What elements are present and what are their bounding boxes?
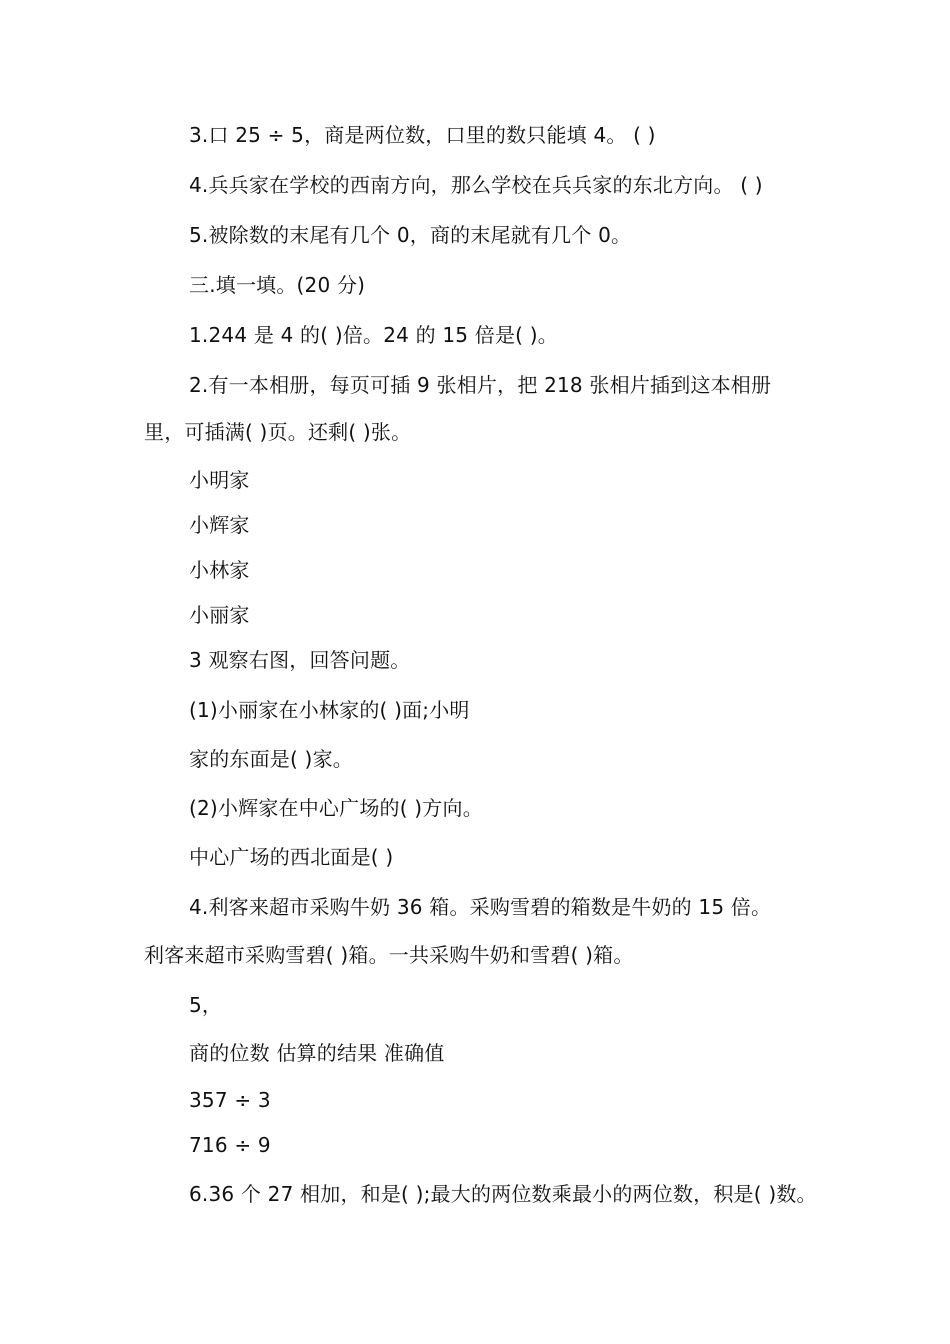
fill-item-3-part-3: 中心广场的西北面是( ): [189, 845, 394, 869]
table-row-716: 716 ÷ 9: [189, 1133, 271, 1157]
map-label-xiaoming: 小明家: [189, 468, 250, 492]
fill-item-3-part-1-line-1: (1)小丽家在小林家的( )面;小明: [189, 698, 470, 722]
fill-item-2-line-1: 2.有一本相册，每页可插 9 张相片，把 218 张相片插到这本相册: [189, 373, 772, 397]
section-heading-fill-in: 三.填一填。(20 分): [189, 273, 366, 297]
fill-item-4-line-1: 4.利客来超市采购牛奶 36 箱。采购雪碧的箱数是牛奶的 15 倍。: [189, 895, 772, 919]
judge-item-5: 5.被除数的末尾有几个 0，商的末尾就有几个 0。: [189, 223, 632, 247]
fill-item-3-part-2: (2)小辉家在中心广场的( )方向。: [189, 796, 483, 820]
table-header-row: 商的位数 估算的结果 准确值: [189, 1041, 445, 1065]
fill-item-3-part-1-line-2: 家的东面是( )家。: [189, 747, 353, 771]
fill-item-6: 6.36 个 27 相加，和是( );最大的两位数乘最小的两位数，积是( )数。: [189, 1182, 817, 1206]
map-label-xiaoli: 小丽家: [189, 603, 250, 627]
judge-item-3: 3.口 25 ÷ 5，商是两位数，口里的数只能填 4。 ( ): [189, 123, 656, 147]
fill-item-1: 1.244 是 4 的( )倍。24 的 15 倍是( )。: [189, 323, 558, 347]
judge-item-4: 4.兵兵家在学校的西南方向，那么学校在兵兵家的东北方向。 ( ): [189, 173, 763, 197]
map-label-xiaohui: 小辉家: [189, 513, 250, 537]
map-label-xiaolin: 小林家: [189, 558, 250, 582]
fill-item-2-line-2: 里，可插满( )页。还剩( )张。: [144, 420, 412, 444]
fill-item-4-line-2: 利客来超市采购雪碧( )箱。一共采购牛奶和雪碧( )箱。: [144, 943, 634, 967]
fill-item-3: 3 观察右图，回答问题。: [189, 648, 411, 672]
table-row-357: 357 ÷ 3: [189, 1088, 271, 1112]
fill-item-5: 5，: [189, 993, 223, 1017]
